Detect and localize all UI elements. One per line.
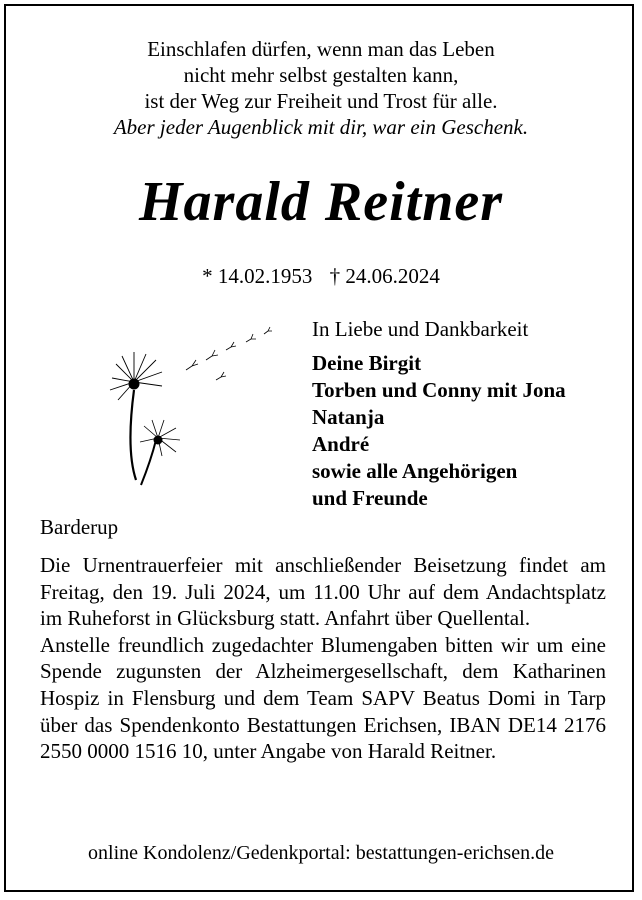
ceremony-paragraph: Die Urnentrauerfeier mit anschließender Beisetzung findet am Freitag, den 19. Juli 2024, um 11.00 Uhr auf dem Andachtsplatz im Ruheforst in Glücksburg statt. Anfahrt über Quellental. [40, 553, 606, 631]
floating-seeds-icon [186, 327, 272, 380]
poem-italic-line: Aber jeder Augenblick mit dir, war ein Geschenk. [113, 115, 529, 139]
dandelion-illustration [96, 320, 286, 490]
family-member: Natanja [312, 405, 385, 429]
deceased-name: Harald Reitner [138, 171, 504, 233]
death-date: † 24.06.2024 [329, 264, 440, 288]
funeral-details [40, 552, 606, 765]
dandelion-large-icon [110, 352, 162, 480]
poem-line: nicht mehr selbst gestalten kann, [183, 63, 459, 87]
poem-line: ist der Weg zur Freiheit und Trost für alle. [144, 89, 498, 113]
donation-paragraph: Anstelle freundlich zugedachter Blumengaben bitten wir um eine Spende zugunsten der Alzheimergesellschaft, dem Katharinen Hospiz in Flensburg und dem Team SAPV Beatus Domi in Tarp über das Spendenkonto Bestattungen Erichsen, IBAN DE14 2176 2550 0000 1516 10, unter Angabe von Harald Reitner. [40, 632, 606, 764]
family-block [312, 316, 622, 512]
family-member: Torben und Conny mit Jona [312, 378, 566, 402]
family-member: sowie alle Angehörigen [312, 459, 518, 483]
family-intro: In Liebe und Dankbarkeit [312, 317, 529, 341]
family-member: André [312, 432, 370, 456]
condolence-portal-footer: online Kondolenz/Gedenkportal: bestattungen-erichsen.de [88, 842, 554, 864]
family-member: Deine Birgit [312, 351, 422, 375]
poem-line: Einschlafen dürfen, wenn man das Leben [147, 37, 495, 61]
life-dates [0, 264, 642, 289]
place-name: Barderup [40, 515, 119, 539]
dandelion-small-icon [140, 420, 180, 485]
family-member: und Freunde [312, 486, 428, 510]
birth-date: * 14.02.1953 [202, 264, 313, 288]
poem [0, 36, 642, 140]
